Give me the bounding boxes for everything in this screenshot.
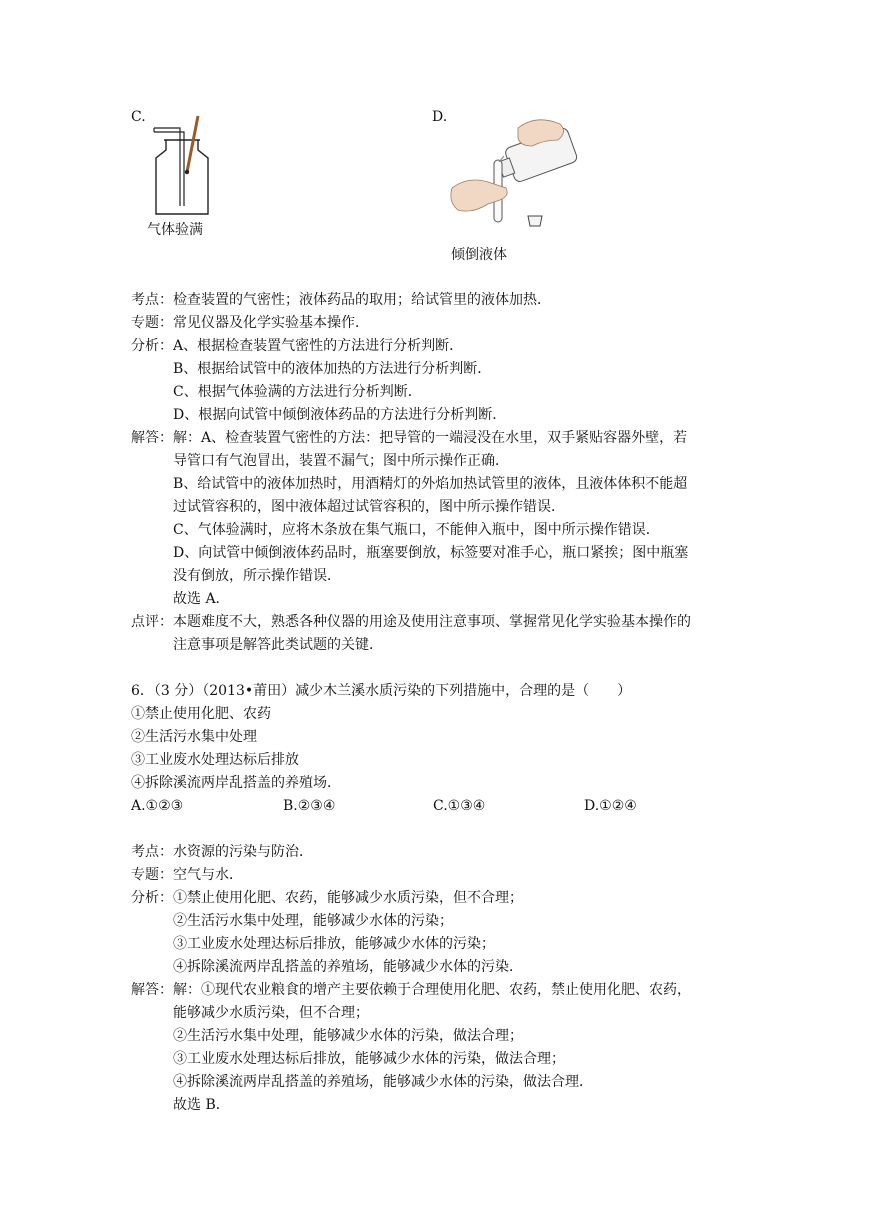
- q6-kaodian: 考点：水资源的污染与防治．: [131, 844, 313, 860]
- q5-fenxi-line: D、根据向试管中倾倒液体药品的方法进行分析判断．: [173, 407, 507, 423]
- q5-jieda-line: 故选 A．: [173, 591, 230, 607]
- q5-kaodian: 考点：检查装置的气密性；液体药品的取用；给试管里的液体加热．: [131, 292, 551, 308]
- q6-item: ①禁止使用化肥、农药: [131, 706, 271, 722]
- q6-option-a: A.①②③: [131, 798, 184, 814]
- q5-fenxi-line: B、根据给试管中的液体加热的方法进行分析判断．: [173, 361, 492, 377]
- q6-option-d: D.①②④: [584, 798, 637, 814]
- q6-item: ④拆除溪流两岸乱搭盖的养殖场．: [131, 775, 341, 791]
- q5-jieda-line: 导管口有气泡冒出，装置不漏气；图中所示操作正确．: [173, 453, 509, 469]
- q6-fenxi-line: ③工业废水处理达标后排放，能够减少水体的污染；: [173, 936, 495, 952]
- q5-fenxi-line: 分析：A、根据检查装置气密性的方法进行分析判断．: [131, 338, 464, 354]
- q6-item: ②生活污水集中处理: [131, 729, 257, 745]
- pouring-liquid-figure: [448, 110, 578, 240]
- q6-jieda-line: 能够减少水质污染，但不合理；: [173, 1005, 369, 1021]
- figure-d-letter: D.: [432, 109, 448, 125]
- q6-jieda-line: ③工业废水处理达标后排放，能够减少水体的污染，做法合理；: [173, 1051, 565, 1067]
- gas-bottle-figure: [150, 110, 220, 218]
- q5-zhuanti: 专题：常见仪器及化学实验基本操作．: [131, 315, 369, 331]
- q5-jieda-line: 解答：解：A、检查装置气密性的方法：把导管的一端浸没在水里，双手紧贴容器外壁，若: [131, 430, 688, 446]
- q6-jieda-line: 解答：解：①现代农业粮食的增产主要依赖于合理使用化肥、农药，禁止使用化肥、农药，: [131, 982, 691, 998]
- q6-zhuanti: 专题：空气与水．: [131, 867, 243, 883]
- q6-jieda-line: ④拆除溪流两岸乱搭盖的养殖场，能够减少水体的污染，做法合理．: [173, 1074, 593, 1090]
- q6-fenxi-line: ②生活污水集中处理，能够减少水体的污染；: [173, 913, 453, 929]
- q6-item: ③工业废水处理达标后排放: [131, 752, 299, 768]
- q6-option-b: B.②③④: [283, 798, 336, 814]
- q5-jieda-line: D、向试管中倾倒液体药品时，瓶塞要倒放，标签要对准手心，瓶口紧挨；图中瓶塞: [173, 545, 689, 561]
- q6-option-c: C.①③④: [433, 798, 486, 814]
- q6-jieda-line: 故选 B．: [173, 1097, 230, 1113]
- q6-fenxi-line: ④拆除溪流两岸乱搭盖的养殖场，能够减少水体的污染．: [173, 959, 523, 975]
- q5-jieda-line: B、给试管中的液体加热时，用酒精灯的外焰加热试管里的液体，且液体体积不能超: [173, 476, 688, 492]
- figure-d-caption: 倾倒液体: [451, 247, 507, 263]
- q6-jieda-line: ②生活污水集中处理，能够减少水体的污染，做法合理；: [173, 1028, 523, 1044]
- q6-fenxi-line: 分析：①禁止使用化肥、农药，能够减少水质污染，但不合理；: [131, 890, 523, 906]
- q6-stem: 6．（3 分）（2013•莆田）减少木兰溪水质污染的下列措施中，合理的是（ ）: [131, 683, 632, 699]
- figure-c-caption: 气体验满: [147, 222, 203, 238]
- q5-jieda-line: C、气体验满时，应将木条放在集气瓶口，不能伸入瓶中，图中所示操作错误．: [173, 522, 660, 538]
- q5-jieda-line: 过试管容积的，图中液体超过试管容积的，图中所示操作错误．: [173, 499, 565, 515]
- q5-fenxi-line: C、根据气体验满的方法进行分析判断．: [173, 384, 422, 400]
- q5-jieda-line: 没有倒放，所示操作错误．: [173, 568, 341, 584]
- q5-dianping-line: 注意事项是解答此类试题的关键．: [173, 637, 383, 653]
- q5-dianping-line: 点评：本题难度不大，熟悉各种仪器的用途及使用注意事项、掌握常见化学实验基本操作的: [131, 614, 691, 630]
- figure-c-letter: C.: [131, 109, 146, 125]
